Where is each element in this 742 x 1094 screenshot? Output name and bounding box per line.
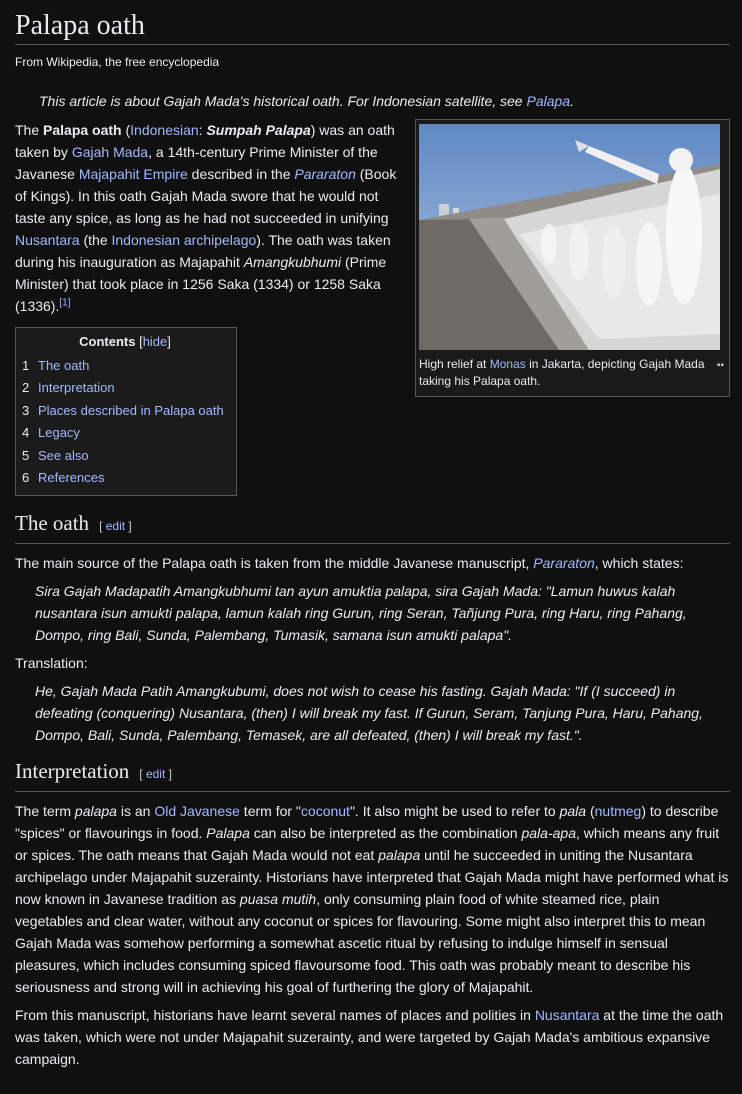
monas-relief-image[interactable] [419,124,720,350]
toc-item[interactable]: 4 Legacy [22,425,80,441]
majapahit-link[interactable]: Majapahit Empire [78,166,188,182]
toc-item[interactable]: 1 The oath [22,358,90,373]
pararaton-link[interactable]: Pararaton [294,166,356,182]
nusantara-link[interactable]: Nusantara [534,1007,600,1024]
caption-text-end: in Jakarta, depicting Gajah Mada taking his Palapa oath. [419,357,705,388]
table-of-contents [15,327,237,496]
hatnote-end: . [570,93,574,109]
caption-text: High relief at [419,357,490,371]
translation-label: Translation: [15,655,88,672]
edit-link[interactable]: edit [105,519,126,534]
figure-caption [419,356,726,390]
interpretation-paragraph: The term palapa is an Old Javanese term for "coconut". It also might be used to refer to pala (nutmeg) to describe "spices" or flavourings in food. Palapa can also be interpreted as the combination pala-apa, which means any fruit or spices. The oath means that Gajah Mada would not eat palapa until he succeeded in uniting the Nusantara archipelago under Majapahit suzerainty. Historians have interpreted that Gajah Mada might have performed what is now known in Javanese tradition as puasa mutih, only consuming plain food of white steamed rice, plain vegetables and clear water, without any coconut or spices for flavouring. Some might also interpret this to mean Gajah Mada was somehow performing a somewhat ascetic ritual by refusing to indulge himself in sensual pleasures, which includes consuming spiced flavoursome food. This oath was probably meant to describe his seriousness and strong will in achieving his goal of furthering the glory of Majapahit. [15,803,729,996]
pararaton-link[interactable]: Pararaton [533,555,595,572]
archipelago-link[interactable]: Indonesian archipelago [111,232,257,248]
tagline: From Wikipedia, the free encyclopedia [15,55,220,69]
manuscript-paragraph: From this manuscript, historians have learnt several names of places and polities in Nusantara at the time the oath was taken, which were not under Majapahit suzerainty, and were targeted by Gajah Mada's ambitious expansive campaign. [15,1007,724,1068]
toc-item[interactable]: 2 Interpretation [22,380,115,396]
palapa-link[interactable]: Palapa [526,93,571,109]
sumpah-palapa: Sumpah Palapa [206,122,311,138]
indonesian-link[interactable]: Indonesian [130,122,199,138]
toc-link-the-oath[interactable]: The oath [38,358,90,373]
hatnote-text: This article is about Gajah Mada's historical oath. For Indonesian satellite, see [39,93,527,109]
translation-quote: He, Gajah Mada Patih Amangkubumi, does not wish to cease his fasting. Gajah Mada: "If (I succeed) in defeating (conquering) Nusantara, (then) I will break my fast. If Gurun, Seram, Tanjung Pura, Haru, Pahang, Dompo, Bali, Sunda, Palembang, Temasek, are all defeated, (then) I will break my fast.". [35,683,703,744]
toc-link-references[interactable]: References [38,470,105,486]
reference-link[interactable]: [1] [59,297,71,309]
toc-item[interactable]: 5 See also [22,447,89,463]
figure [415,119,730,397]
toc-hide-link[interactable]: hide [142,334,168,349]
toc-link-see-also[interactable]: See also [38,447,89,463]
toc-link-legacy[interactable]: Legacy [38,425,80,441]
enlarge-icon[interactable]: ▪▪ [716,360,724,371]
nusantara-link[interactable]: Nusantara [15,232,80,248]
coconut-link[interactable]: coconut [300,803,350,820]
section-heading-interpretation: Interpretation [ edit ] [15,758,730,792]
oath-paragraph: The main source of the Palapa oath is taken from the middle Javanese manuscript, Pararaton, which states: [15,555,684,572]
hatnote [15,91,730,111]
toc-link-interpretation[interactable]: Interpretation [38,380,115,396]
monas-link[interactable]: Monas [489,357,526,371]
section-heading-the-oath: The oath [ edit ] [15,510,730,544]
gajah-mada-link[interactable]: Gajah Mada [71,144,149,160]
toc-title: Contents [hide] [79,334,171,349]
page-title: Palapa oath [15,0,730,45]
toc-link-places[interactable]: Places described in Palapa oath [38,402,224,418]
oath-quote: Sira Gajah Madapatih Amangkubhumi tan ayun amuktia palapa, sira Gajah Mada: "Lamun huwus kalah nusantara isun amukti palapa, lamun kalah ring Gurun, ring Seran, Tañjung Pura, ring Haru, ring Pahang, Dompo, ring Bali, Sunda, Palembang, Tumasik, samana isun amukti palapa". [35,583,687,644]
bold-title: Palapa oath [43,122,122,138]
edit-link[interactable]: edit [145,767,166,782]
toc-item[interactable]: 6 References [22,470,105,486]
old-javanese-link[interactable]: Old Javanese [154,803,240,820]
toc-item[interactable]: 3 Places described in Palapa oath [22,402,224,418]
nutmeg-link[interactable]: nutmeg [594,803,642,820]
lead-paragraph: The Palapa oath (Indonesian: Sumpah Palapa) was an oath taken by Gajah Mada, a 14th-century Prime Minister of the Javanese Majapahit Empire described in the Pararaton (Book of Kings). In this oath Gajah Mada swore that he would not taste any spice, as long as he had not succeeded in unifying Nusantara (the Indonesian archipelago). The oath was taken during his inauguration as Majapahit Amangkubhumi (Prime Minister) that took place in 1256 Saka (1334) or 1258 Saka (1336).[1] [15,122,397,314]
